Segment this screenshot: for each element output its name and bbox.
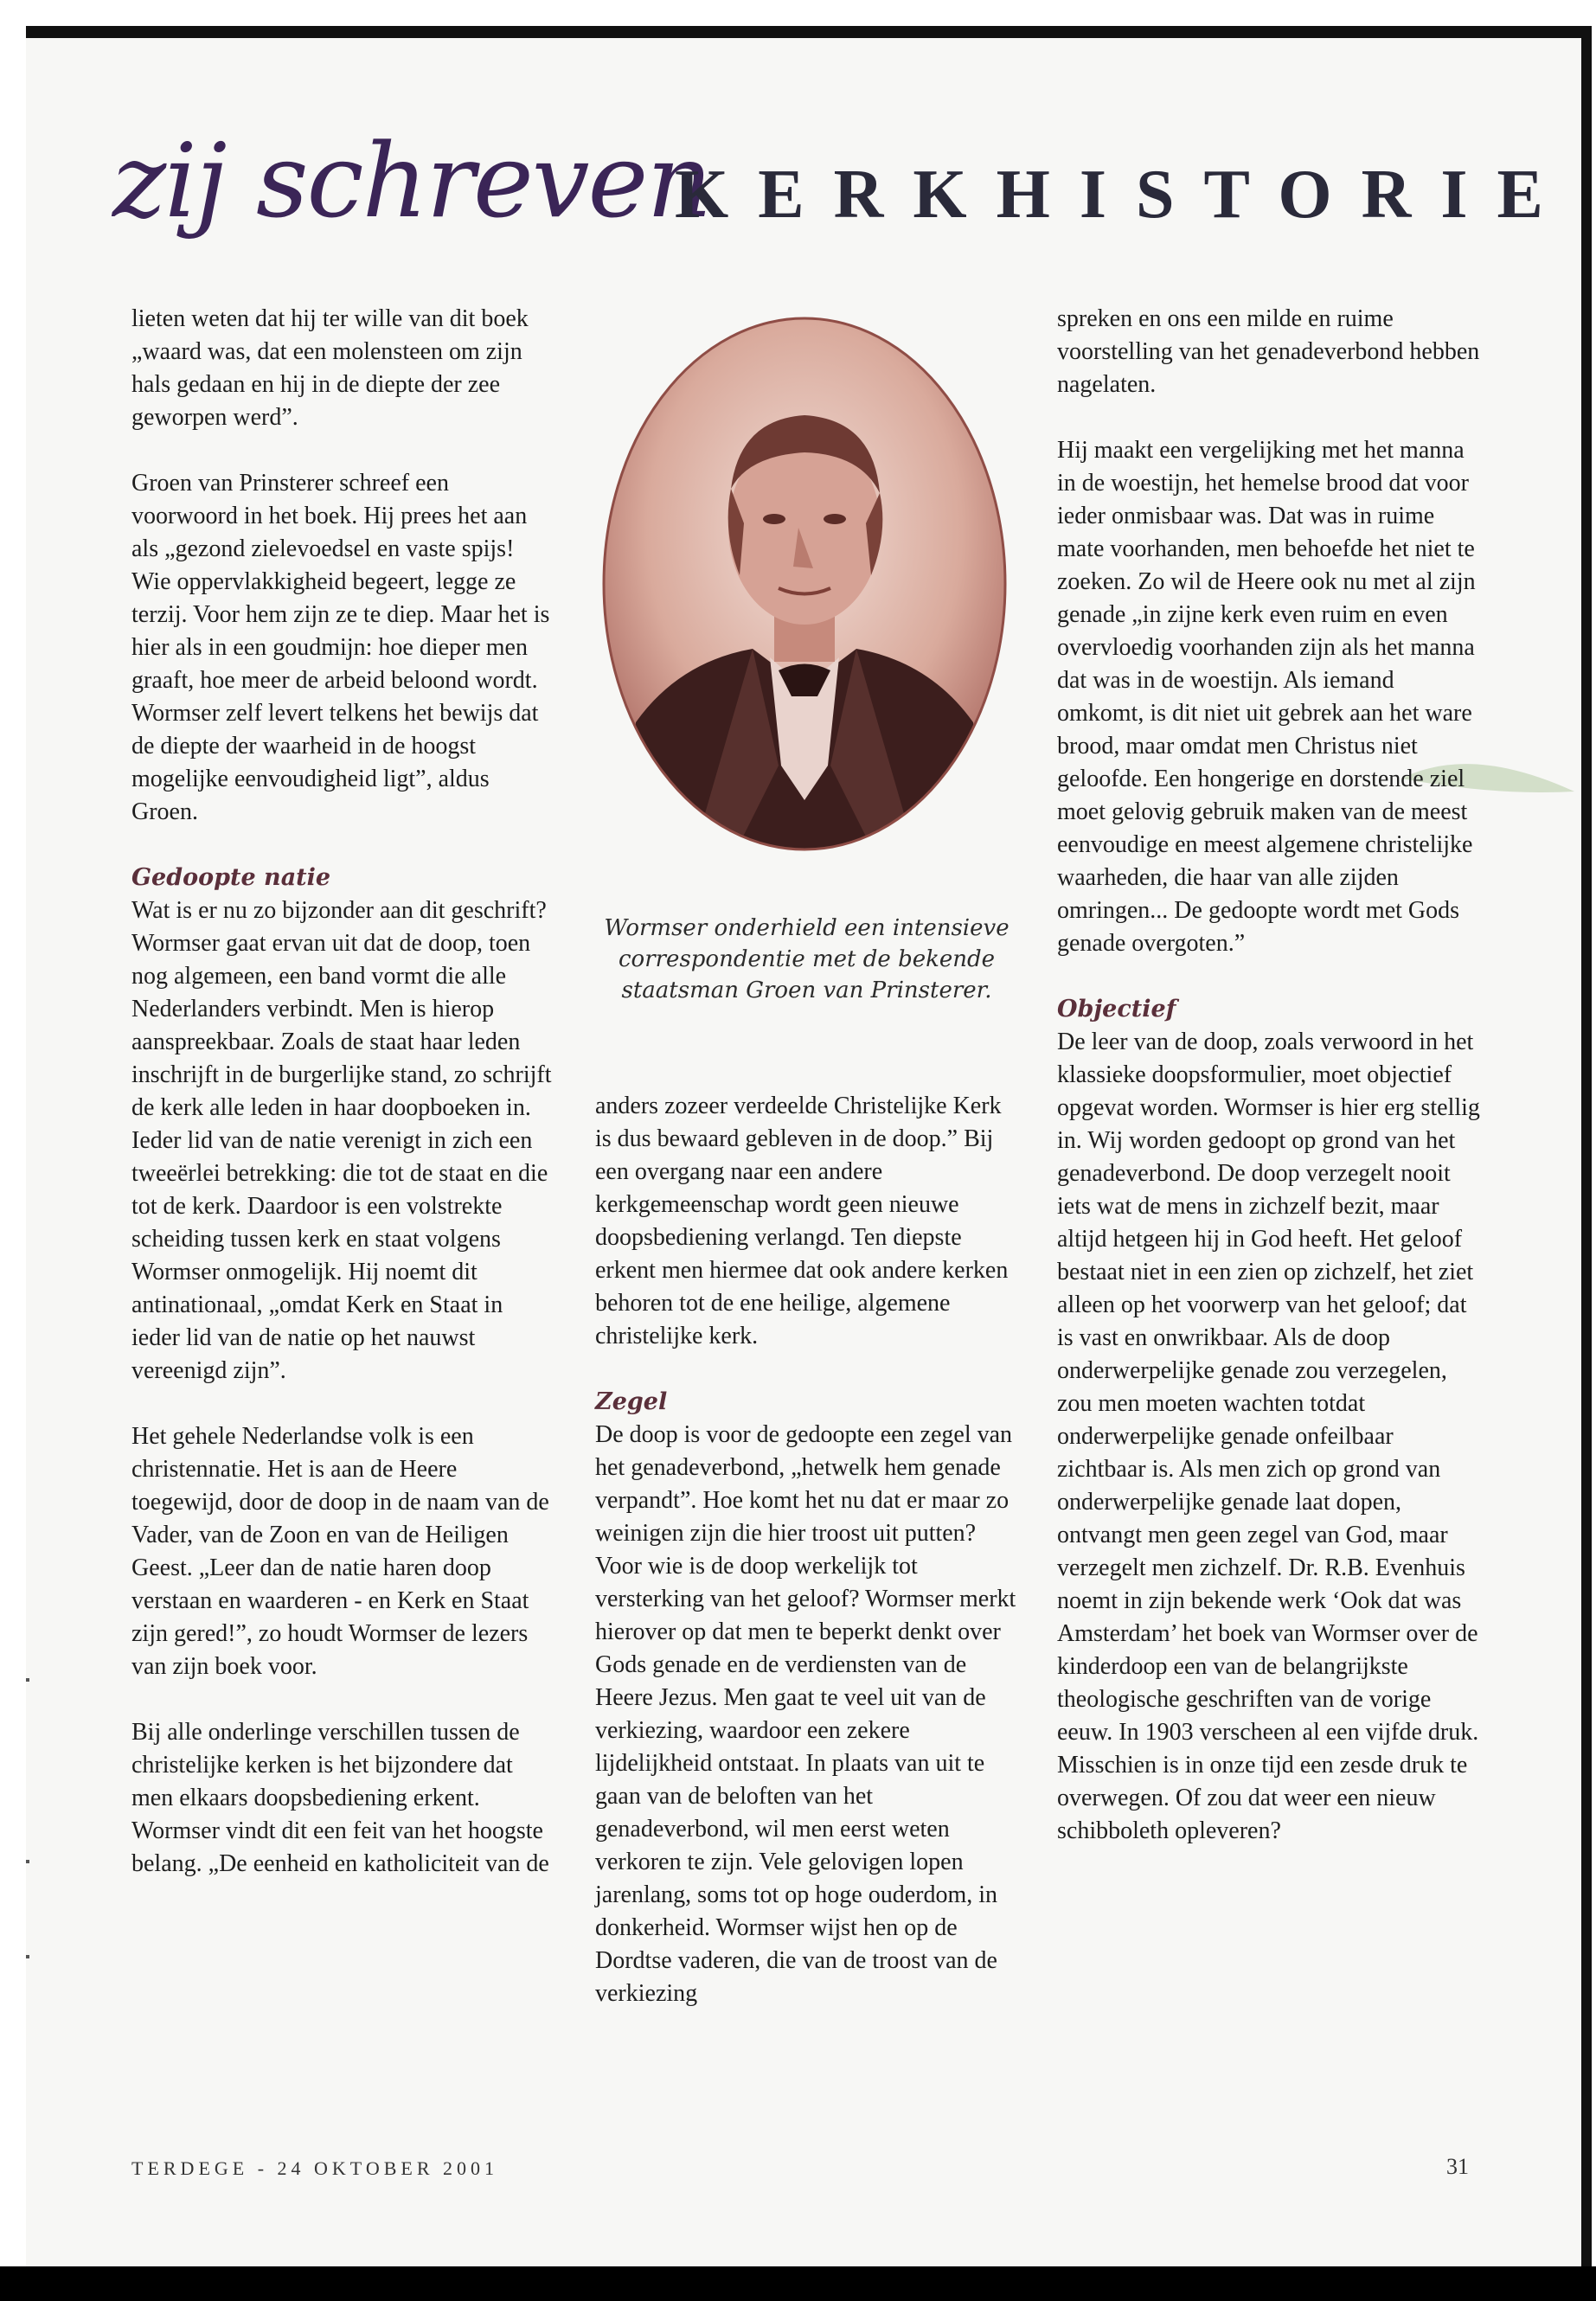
- margin-mark: [26, 1678, 29, 1682]
- margin-mark: [26, 1955, 29, 1958]
- portrait-caption: Wormser onderhield een intensieve correspondentie met de bekende staatsman Groen van Prinsterer.: [604, 915, 1010, 1003]
- page-number: 31: [1446, 2154, 1469, 2179]
- subheading-gedoopte-natie: Gedoopte natie: [131, 864, 331, 891]
- paragraph: De doop is voor de gedoopte een zegel van het genadeverbond, „hetwelk hem genade verpandt”. Hoe komt het nu dat er maar zo weinigen zijn die hier troost uit putten? Voor wie is de doop werkelijk tot versterking van het geloof? Wormser merkt hierover op dat men te beperkt denkt over Gods genade en de verdiensten van de Heere Jezus. Men gaat te veel uit van de verkiezing, waardoor een zekere lijdelijkheid ontstaat. In plaats van uit te gaan van de beloften van het genadeverbond, wil men eerst weten verkoren te zijn. Vele gelovigen lopen jarenlang, soms tot op hoge ouderdom, in donkerheid. Wormser wijst hen op de Dordtse vaderen, die van de troost van de verkiezing: [595, 1421, 1016, 2007]
- paragraph: Het gehele Nederlandse volk is een christennatie. Het is aan de Heere toegewijd, door de doop in de naam van de Vader, van de Zoon en van de Heiligen Geest. „Leer dan de natie haren doop verstaan en waarderen - en Kerk en Staat zijn gered!”, zo houdt Wormser de lezers van zijn boek voor.: [131, 1423, 549, 1680]
- column-left: [131, 303, 555, 1913]
- paragraph: Bij alle onderlinge verschillen tussen de christelijke kerken is het bijzondere dat men elkaars doopsbediening erkent. Wormser vindt dit een feit van het hoogste belang. „De eenheid en katholiciteit van de: [131, 1719, 549, 1877]
- column-middle: [595, 1090, 1019, 2043]
- page-header: [112, 112, 1573, 277]
- paragraph: Wat is er nu zo bijzonder aan dit geschrift? Wormser gaat ervan uit dat de doop, toen nog algemeen, een band vormt die alle Nederlanders verbindt. Men is hierop aanspreekbaar. Zoals de staat haar leden inschrijft in de burgerlijke stand, zo schrijft de kerk alle leden in haar doopboeken in. Ieder lid van de natie verenigt in zich een tweeërlei betrekking: die tot de staat en die tot de kerk. Daardoor is een volstrekte scheiding tussen kerk en staat volgens Wormser onmogelijk. Hij noemt dit antinationaal, „omdat Kerk en Staat in ieder lid van de natie op het nauwst vereenigd zijn”.: [131, 897, 552, 1384]
- logo-zij-schreven: zij schreven: [112, 121, 711, 240]
- right-border: [1581, 26, 1592, 2279]
- subheading-objectief: Objectief: [1057, 996, 1176, 1022]
- margin-mark: [26, 1860, 29, 1863]
- section-title: KERKHISTORIE: [675, 157, 1573, 233]
- paragraph: Groen van Prinsterer schreef een voorwoord in het boek. Hij prees het aan als „gezond zielevoedsel en vaste spijs! Wie oppervlakkigheid begeert, legge ze terzij. Voor hem zijn ze te diep. Maar het is hier als in een goudmijn: hoe dieper men graaft, hoe meer de arbeid beloond wordt. Wormser zelf levert telkens het bewijs dat de diepte der waarheid in de hoogst mogelijke eenvoudigheid ligt”, aldus Groen.: [131, 470, 550, 825]
- subheading-zegel: Zegel: [595, 1388, 668, 1415]
- top-border: [26, 26, 1592, 38]
- paragraph: anders zozeer verdeelde Christelijke Kerk is dus bewaard gebleven in de doop.” Bij een overgang naar een andere kerkgemeenschap wordt geen nieuwe doopsbediening verlangd. Ten diepste erkent men hiermee dat ook andere kerken behoren tot de ene heilige, algemene christelijke kerk.: [595, 1093, 1009, 1349]
- portrait-image: [601, 316, 1008, 852]
- paragraph: lieten weten dat hij ter wille van dit boek „waard was, dat een molensteen om zijn hals gedaan en hij in de diepte der zee geworpen werd”.: [131, 305, 529, 431]
- footer-publication-date: TERDEGE - 24 OKTOBER 2001: [131, 2157, 499, 2179]
- bottom-border: [0, 2266, 1596, 2301]
- column-right: [1057, 303, 1481, 1881]
- portrait-groen-van-prinsterer: [601, 316, 1008, 852]
- paragraph: De leer van de doop, zoals verwoord in het klassieke doopsformulier, moet objectief opgevat worden. Wormser is hier erg stellig in. Wij worden gedoopt op grond van het genadeverbond. De doop verzegelt nooit iets wat de mens in zichzelf bezit, maar altijd hetgeen hij in God heeft. Het geloof bestaat niet in een zien op zichzelf, het ziet alleen op het voorwerp van het geloof; dat is vast en onwrikbaar. Als de doop onderwerpelijke genade zou verzegelen, zou men moeten wachten totdat onderwerpelijke genade onfeilbaar zichtbaar is. Als men zich op grond van onderwerpelijke genade laat dopen, ontvangt men geen zegel van God, maar verzegelt men zichzelf. Dr. R.B. Evenhuis noemt in zijn bekende werk ‘Ook dat was Amsterdam’ het boek van Wormser over de kinderdoop een van de belangrijkste theologische geschriften van de vorige eeuw. In 1903 verscheen al een vijfde druk. Misschien is in onze tijd een zesde druk te overwegen. Of zou dat weer een nieuw schibboleth opleveren?: [1057, 1029, 1480, 1844]
- paragraph: Hij maakt een vergelijking met het manna in de woestijn, het hemelse brood dat voor ieder onmisbaar was. Dat was in ruime mate voorhanden, men behoefde het niet te zoeken. Zo wil de Heere ook nu met al zijn genade „in zijne kerk even ruim en even overvloedig voorhanden zijn als het manna dat was in de woestijn. Als iemand omkomt, is dit niet uit gebrek aan het ware brood, maar omdat men Christus niet geloofde. Een hongerige en dorstende ziel moet gelovig gebruik maken van de meest eenvoudige en meest algemene christelijke waarheden, die haar van alle zijden omringen... De gedoopte wordt met Gods genade overgoten.”: [1057, 437, 1476, 957]
- paragraph: spreken en ons een milde en ruime voorstelling van het genadeverbond hebben nagelaten.: [1057, 305, 1480, 398]
